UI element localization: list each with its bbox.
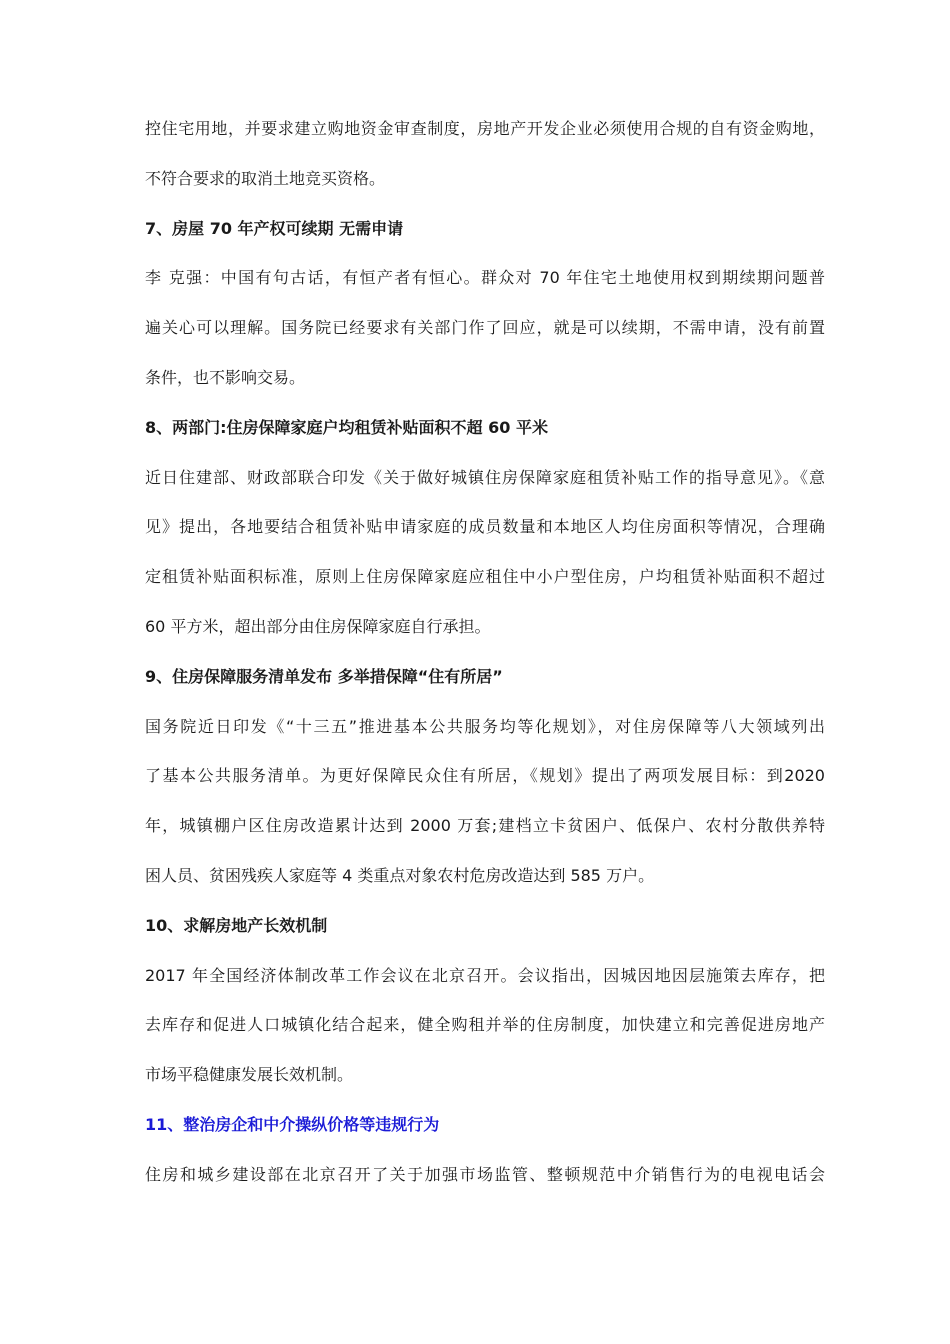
paragraph-line: 年，城镇棚户区住房改造累计达到 2000 万套;建档立卡贫困户、低保户、农村分散供养特 bbox=[145, 816, 825, 836]
paragraph-line: 市场平稳健康发展长效机制。 bbox=[145, 1065, 354, 1085]
paragraph-line: 近日住建部、财政部联合印发《关于做好城镇住房保障家庭租赁补贴工作的指导意见》。《意 bbox=[145, 467, 825, 487]
paragraph-line: 见》提出，各地要结合租赁补贴申请家庭的成员数量和本地区人均住房面积等情况，合理确 bbox=[145, 517, 825, 537]
section-heading: 10、求解房地产长效机制 bbox=[145, 915, 328, 935]
section-heading-highlighted: 11、整治房企和中介操纵价格等违规行为 bbox=[145, 1114, 440, 1134]
section-heading: 7、房屋 70 年产权可续期 无需申请 bbox=[145, 218, 404, 238]
paragraph-line: 遍关心可以理解。国务院已经要求有关部门作了回应，就是可以续期，不需申请，没有前置 bbox=[145, 318, 825, 338]
paragraph-line: 不符合要求的取消土地竞买资格。 bbox=[145, 168, 386, 188]
section-heading: 9、住房保障服务清单发布 多举措保障“住有所居” bbox=[145, 666, 503, 686]
paragraph-line: 条件，也不影响交易。 bbox=[145, 367, 306, 387]
section-heading: 8、两部门:住房保障家庭户均租赁补贴面积不超 60 平米 bbox=[145, 417, 548, 437]
paragraph-line: 去库存和促进人口城镇化结合起来，健全购租并举的住房制度，加快建立和完善促进房地产 bbox=[145, 1015, 825, 1035]
paragraph-line: 李 克强：中国有句古话，有恒产者有恒心。群众对 70 年住宅土地使用权到期续期问题普 bbox=[145, 268, 825, 288]
paragraph-line: 控住宅用地，并要求建立购地资金审查制度，房地产开发企业必须使用合规的自有资金购地， bbox=[145, 119, 825, 138]
paragraph-line: 国务院近日印发《“十三五”推进基本公共服务均等化规划》，对住房保障等八大领域列出 bbox=[145, 716, 825, 736]
paragraph-line: 困人员、贫困残疾人家庭等 4 类重点对象农村危房改造达到 585 万户。 bbox=[145, 865, 655, 885]
paragraph-line: 2017 年全国经济体制改革工作会议在北京召开。会议指出，因城因地因层施策去库存，把 bbox=[145, 965, 825, 985]
paragraph-line: 定租赁补贴面积标准，原则上住房保障家庭应租住中小户型住房，户均租赁补贴面积不超过 bbox=[145, 567, 825, 587]
document-body bbox=[145, 104, 825, 1200]
paragraph-line: 住房和城乡建设部在北京召开了关于加强市场监管、整顿规范中介销售行为的电视电话会 bbox=[145, 1164, 825, 1184]
paragraph-line: 60 平方米，超出部分由住房保障家庭自行承担。 bbox=[145, 616, 491, 636]
paragraph-line: 了基本公共服务清单。为更好保障民众住有所居，《规划》提出了两项发展目标：到2020 bbox=[145, 766, 825, 786]
